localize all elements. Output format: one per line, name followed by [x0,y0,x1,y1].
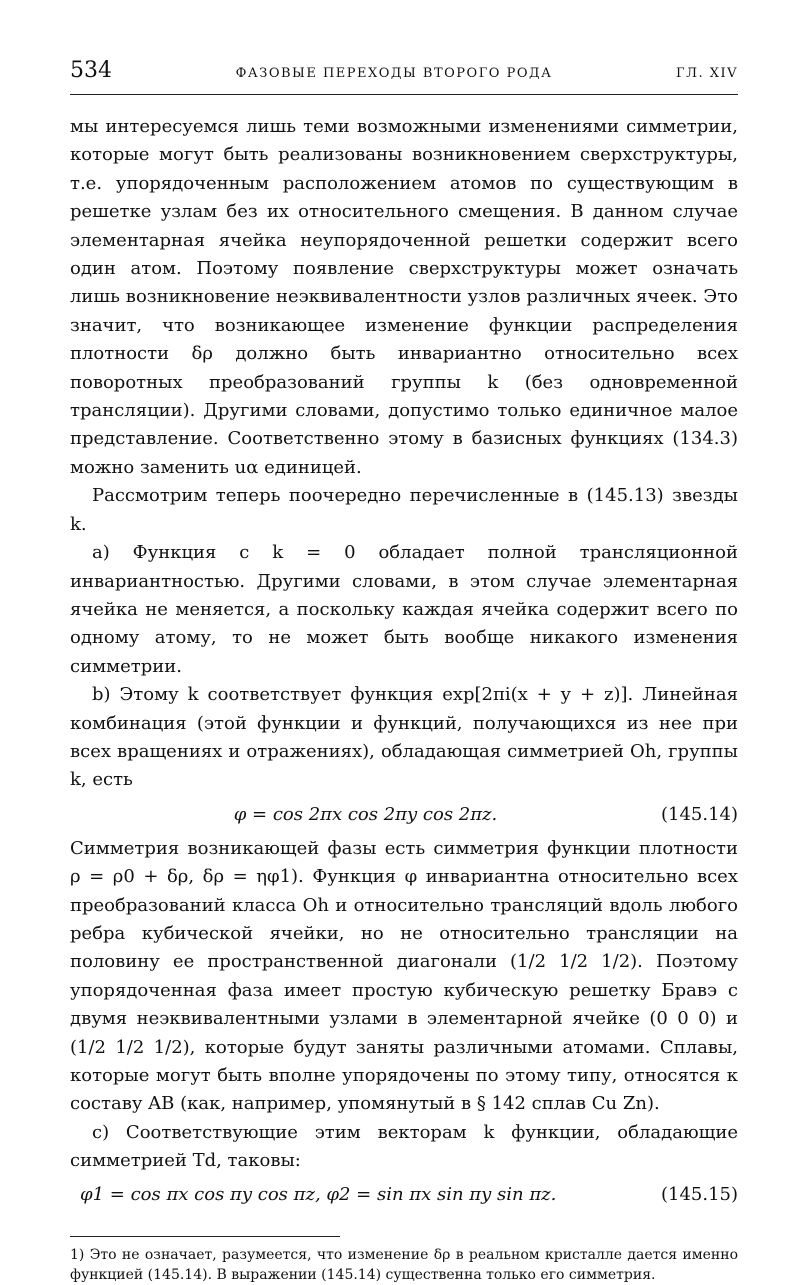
paragraph-1: мы интересуемся лишь теми возможными изменениями симметрии, которые могут быть реализованы возникновением сверхструктуры, т.е. упорядоченным расположением атомов по существующим в решетке узлам без их относительного смещения. В данном случае элементарная ячейка неупорядоченной решетки содержит всего один атом. Поэтому появление сверхструктуры может означать лишь возникновение неэквивалентности узлов различных ячеек. Это значит, что возникающее изменение функции распределения плотности δρ должно быть инвариантно относительно всех поворотных преобразований группы k (без одновременной трансляции). Другими словами, допустимо только единичное малое представление. Соответственно этому в базисных функциях (134.3) можно заменить uα единицей. [70,116,738,478]
footnote-rule [70,1236,340,1237]
paragraph-c: c) Соответствующие этим векторам k функции, обладающие симметрией Td, таковы: [70,1121,738,1172]
paragraph-a: a) Функция с k = 0 обладает полной трансляционной инвариантностью. Другими словами, в этом случае элементарная ячейка не меняется, а поскольку каждая ячейка содержит всего по одному атому, то не может быть вообще никакого изменения симметрии. [70,542,738,677]
equation-formula: φ1 = cos πx cos πy cos πz, φ2 = sin πx sin πy sin πz. [80,1184,557,1206]
paragraph-2: Рассмотрим теперь поочередно перечисленные в (145.13) звезды k. [70,485,738,535]
equation-formula: φ = cos 2πx cos 2πy cos 2πz. [233,803,498,825]
equation-145-14 [70,795,738,835]
page-number: 534 [70,58,112,83]
running-title: ФАЗОВЫЕ ПЕРЕХОДЫ ВТОРОГО РОДА [235,66,553,81]
running-head [70,58,738,95]
chapter-label: ГЛ. XIV [676,66,738,81]
equation-145-15 [70,1176,738,1216]
equation-number: (145.15) [660,1184,738,1206]
footnote-text: 1) Это не означает, разумеется, что изменение δρ в реальном кристалле дается именно функцией (145.14). В выражении (145.14) существенна только его симметрия. [70,1246,738,1283]
equation-number: (145.14) [660,803,738,825]
body-text [70,113,738,1216]
paragraph-b: b) Этому k соответствует функция exp[2πi(x + y + z)]. Линейная комбинация (этой функции и функций, получающихся из нее при всех вращениях и отражениях), обладающая симметрией Oh, группы k, есть [70,684,738,791]
footnote [70,1245,738,1285]
paragraph-symmetry: Симметрия возникающей фазы есть симметрия функции плотности ρ = ρ0 + δρ, δρ = ηφ1). Функция φ инвариантна относительно всех преобразований класса Oh и относительно трансляций вдоль любого ребра кубической ячейки, но не относительно трансляции на половину ее пространственной диагонали (1/2 1/2 1/2). Поэтому упорядоченная фаза имеет простую кубическую решетку Бравэ с двумя неэквивалентными узлами в элементарной ячейке (0 0 0) и (1/2 1/2 1/2), которые будут заняты различными атомами. Сплавы, которые могут быть вполне упорядочены по этому типу, относятся к составу AB (как, например, упомянутый в § 142 сплав Cu Zn). [70,837,738,1115]
